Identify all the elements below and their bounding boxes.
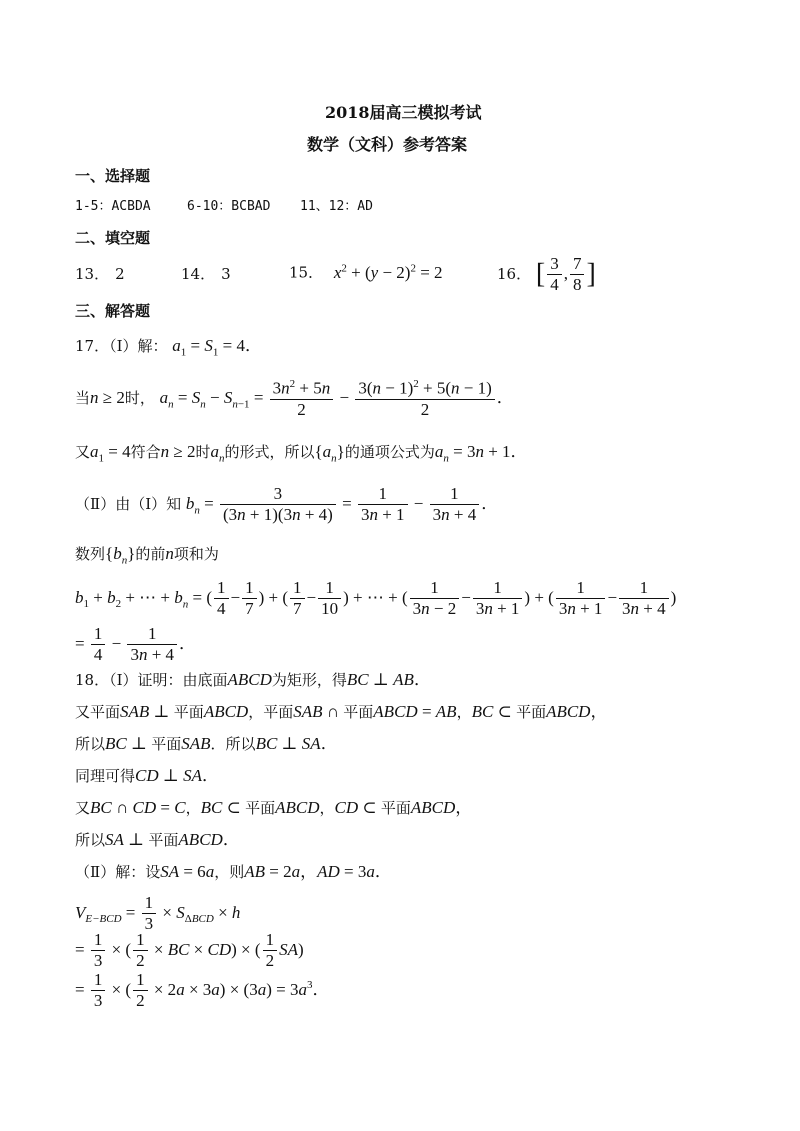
q18-volume-formula: $V_{E-BCD}$ = $\frac{1}{3}$ × $S_{\Delta BCD} \times h$	[75, 893, 241, 934]
q18-line4: 同理可得CD ⊥ SA．	[75, 766, 220, 785]
subject-title: 数学（文科）参考答案	[307, 135, 468, 154]
choice-answers-11-12: 11、12：AD	[300, 199, 373, 214]
q18-line6: 所以SA ⊥ 平面ABCD．	[75, 830, 240, 849]
q18-volume-step1: = $\frac{1}{3}$ × ( $\frac{1}{2}$ × BC × CD) × ( $\frac{1}{2}$ SA)	[75, 930, 304, 971]
q18-line2: 又平面SAB ⊥ 平面ABCD，平面SAB ∩ 平面ABCD = AB，BC ⊂ 平面ABCD，	[75, 702, 608, 721]
q18-part2-line1: （Ⅱ）解：设SA = 6a，则AB = 2a，AD = 3a．	[75, 862, 392, 881]
q18-line3: 所以BC ⊥ 平面SAB．所以BC ⊥ SA．	[75, 734, 338, 753]
answer-value: 3	[221, 265, 231, 283]
q17-part2-line1: （Ⅱ）由（Ⅰ）知 $b_n$ = $\frac{3}{(3n + 1)(3n + 4)}$ = $\frac{1}{3n + 1}$ − $\frac{1}{3n + 4}$ ．	[75, 484, 499, 525]
answer-formula: $x^2 + (y - 2)^2 = 2$	[333, 262, 443, 282]
choice-answers-6-10: 6-10：BCBAD	[187, 199, 271, 214]
section-heading-fill: 二、填空题	[75, 229, 151, 247]
fill-answer-15	[289, 262, 443, 282]
q18-volume-step2: = $\frac{1}{3}$ × ( $\frac{1}{2}$ × $2a \times 3a) \times (3a) = 3a^3$．	[75, 970, 330, 1011]
question-number: 13．	[75, 265, 110, 283]
answer-value: 2	[115, 265, 125, 283]
section-heading-solution: 三、解答题	[75, 302, 151, 320]
answer-interval: [ $\frac{3}{4}$ , $\frac{7}{8}$ ]	[535, 254, 596, 295]
q18-line1: 18．（Ⅰ）证明：由底面ABCD为矩形，得BC ⊥ AB．	[75, 670, 431, 689]
q17-sum-expansion: $b_1 + b_2$ + ⋯ + $b_n$ = ( $\frac{1}{4}$ − $\frac{1}{7}$ ) + ( $\frac{1}{7}$ − $\frac{1}{10}$ ) + ⋯ + ( $\frac{1}{3n - 2}$ − $\frac{1}{3n + 1}$ ) + ( $\frac{1}{3n + 1}$ − $\frac{1}{3n + 4}$ )	[75, 578, 677, 619]
q18-line5: 又BC ∩ CD = C，BC ⊂ 平面ABCD，CD ⊂ 平面ABCD，	[75, 798, 473, 817]
q17-part2-line2: 数列$\{b_n\}$的前n项和为	[75, 544, 219, 567]
q17-sum-result: = $\frac{1}{4}$ − $\frac{1}{3n + 4}$ ．	[75, 624, 197, 665]
fill-answer-13	[75, 266, 125, 283]
fill-answer-14	[181, 266, 231, 283]
question-number: 16．	[497, 264, 532, 283]
q17-part1-line2: 当n ≥ 2时， $a_n = S_n - S_{n-1}$ = $\frac{3n^2 + 5n}{2}$ − $\frac{3(n - 1)^2 + 5(n - 1)}{2}$ ．	[75, 378, 514, 420]
choice-answers-1-5: 1-5：ACBDA	[75, 199, 151, 214]
question-number: 15．	[289, 263, 324, 282]
q17-part1-line3: 又$a_1 = 4$符合n ≥ 2时$a_n$的形式，所以$\{a_n\}$的通项公式为$a_n = 3n + 1$．	[75, 442, 528, 465]
fill-answer-16	[497, 254, 596, 296]
exam-title: 2018届高三模拟考试	[325, 103, 482, 122]
question-number: 14．	[181, 265, 216, 283]
q17-part1-line1: 17．（Ⅰ）解： $a_1 = S_1 = 4$．	[75, 336, 262, 359]
section-heading-choice: 一、选择题	[75, 167, 151, 185]
